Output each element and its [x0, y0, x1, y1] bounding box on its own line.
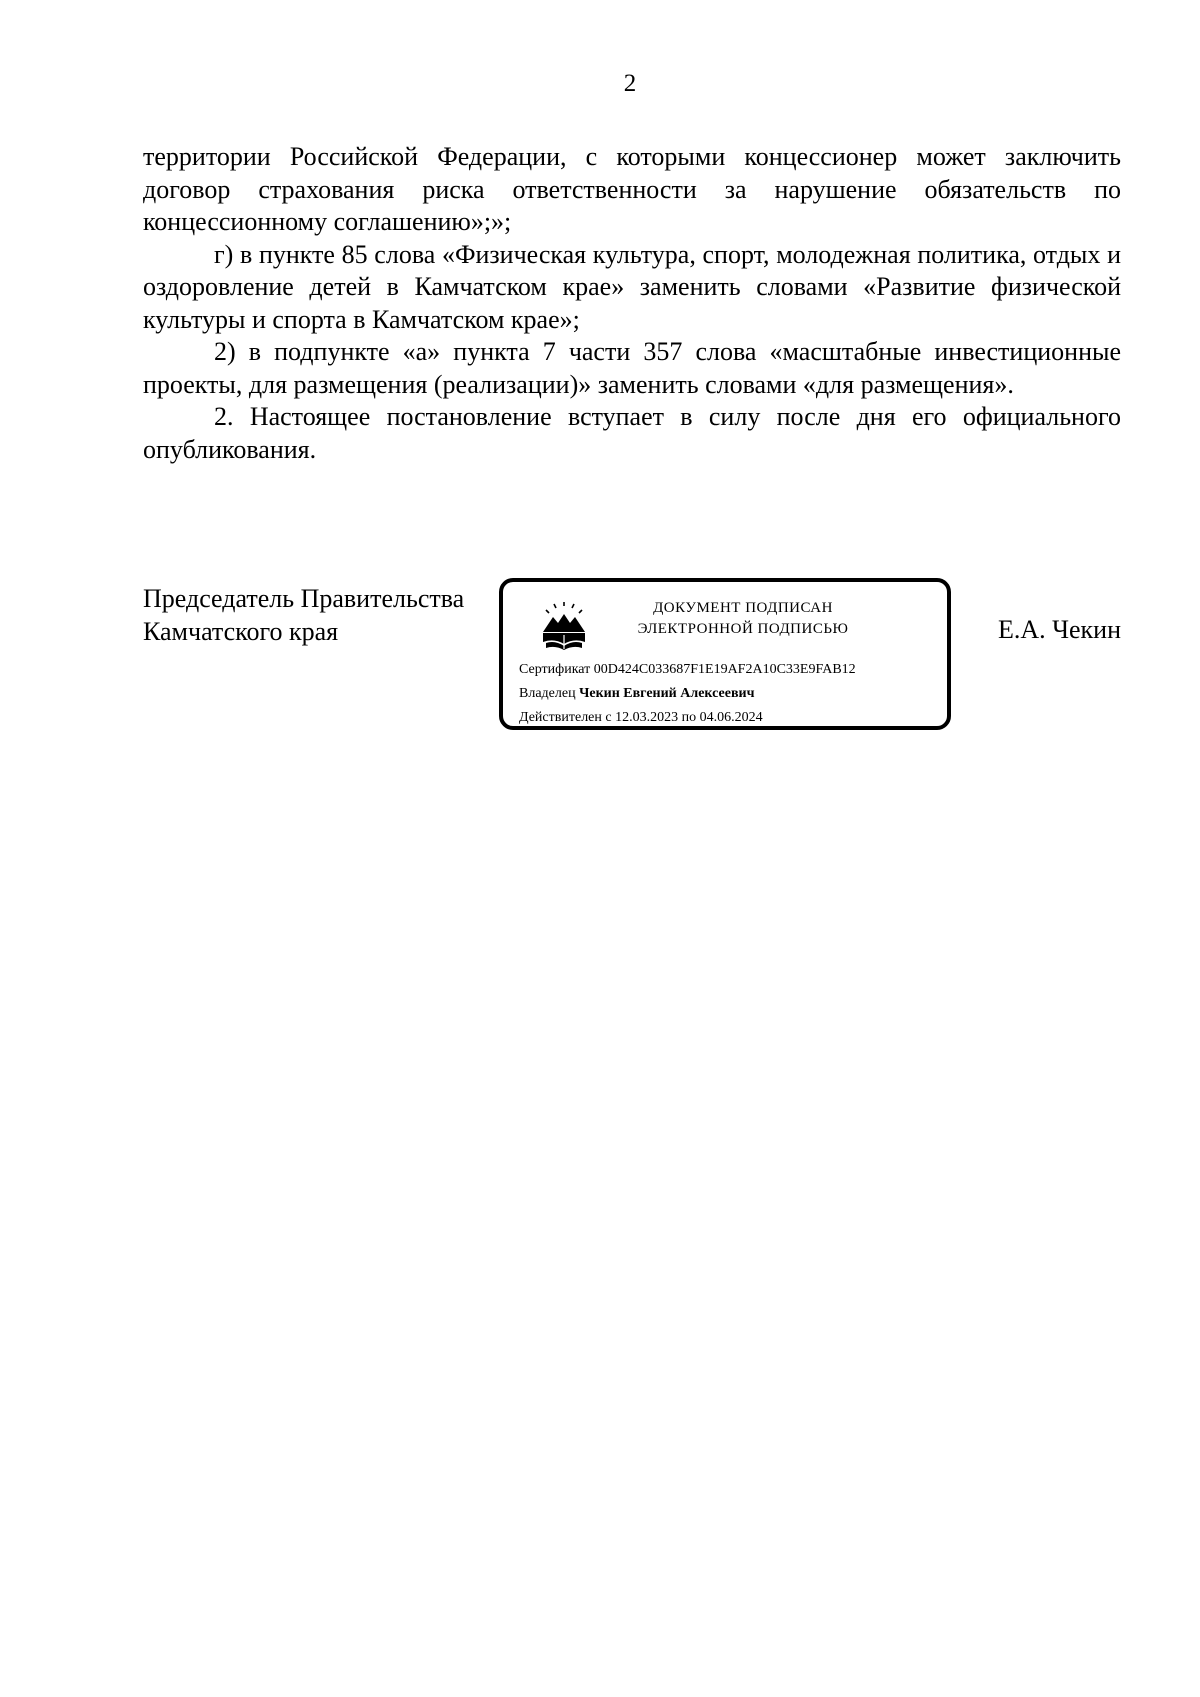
owner-row	[519, 682, 856, 706]
valid-to-label: по	[681, 710, 697, 725]
certificate-value: 00D424C033687F1E19AF2A10C33E9FAB12	[593, 662, 856, 677]
body-paragraph: 2. Настоящее постановление вступает в силу после дня его официального опубликования.	[143, 402, 1121, 464]
body-paragraph: г) в пункте 85 слова «Физическая культура, спорт, молодежная политика, отдых и оздоровление детей в Камчатском крае» заменить словами «Развитие физической культуры и спорта в Камчатском крае»;	[143, 239, 1121, 334]
owner-value: Чекин Евгений Алексеевич	[579, 686, 755, 701]
kamchatka-emblem-icon	[539, 602, 589, 652]
signatory-name: Е.А. Чекин	[997, 615, 1121, 644]
page-number: 2	[623, 70, 637, 97]
validity-row	[519, 706, 856, 730]
signatory-position-line: Камчатского края	[143, 617, 339, 646]
body-paragraph: территории Российской Федерации, с которыми концессионер может заключить договор страхования риска ответственности за нарушение обязательств по концессионному соглашению»;»;	[143, 142, 1121, 236]
signatory-position-line: Председатель Правительства	[143, 584, 465, 613]
signatory-position	[143, 582, 464, 648]
stamp-details	[519, 658, 856, 730]
stamp-title-line: ДОКУМЕНТ ПОДПИСАН	[653, 600, 833, 616]
electronic-signature-stamp	[499, 578, 951, 730]
certificate-row	[519, 658, 856, 682]
owner-label: Владелец	[519, 686, 576, 701]
stamp-title-line: ЭЛЕКТРОННОЙ ПОДПИСЬЮ	[637, 621, 849, 637]
document-body	[143, 141, 1121, 466]
valid-to: 04.06.2024	[699, 710, 763, 725]
stamp-title	[593, 598, 893, 640]
valid-from: 12.03.2023	[615, 710, 679, 725]
certificate-label: Сертификат	[519, 662, 591, 677]
body-paragraph: 2) в подпункте «а» пункта 7 части 357 слова «масштабные инвестиционные проекты, для размещения (реализации)» заменить словами «для размещения».	[143, 337, 1121, 399]
valid-label: Действителен с	[519, 710, 612, 725]
